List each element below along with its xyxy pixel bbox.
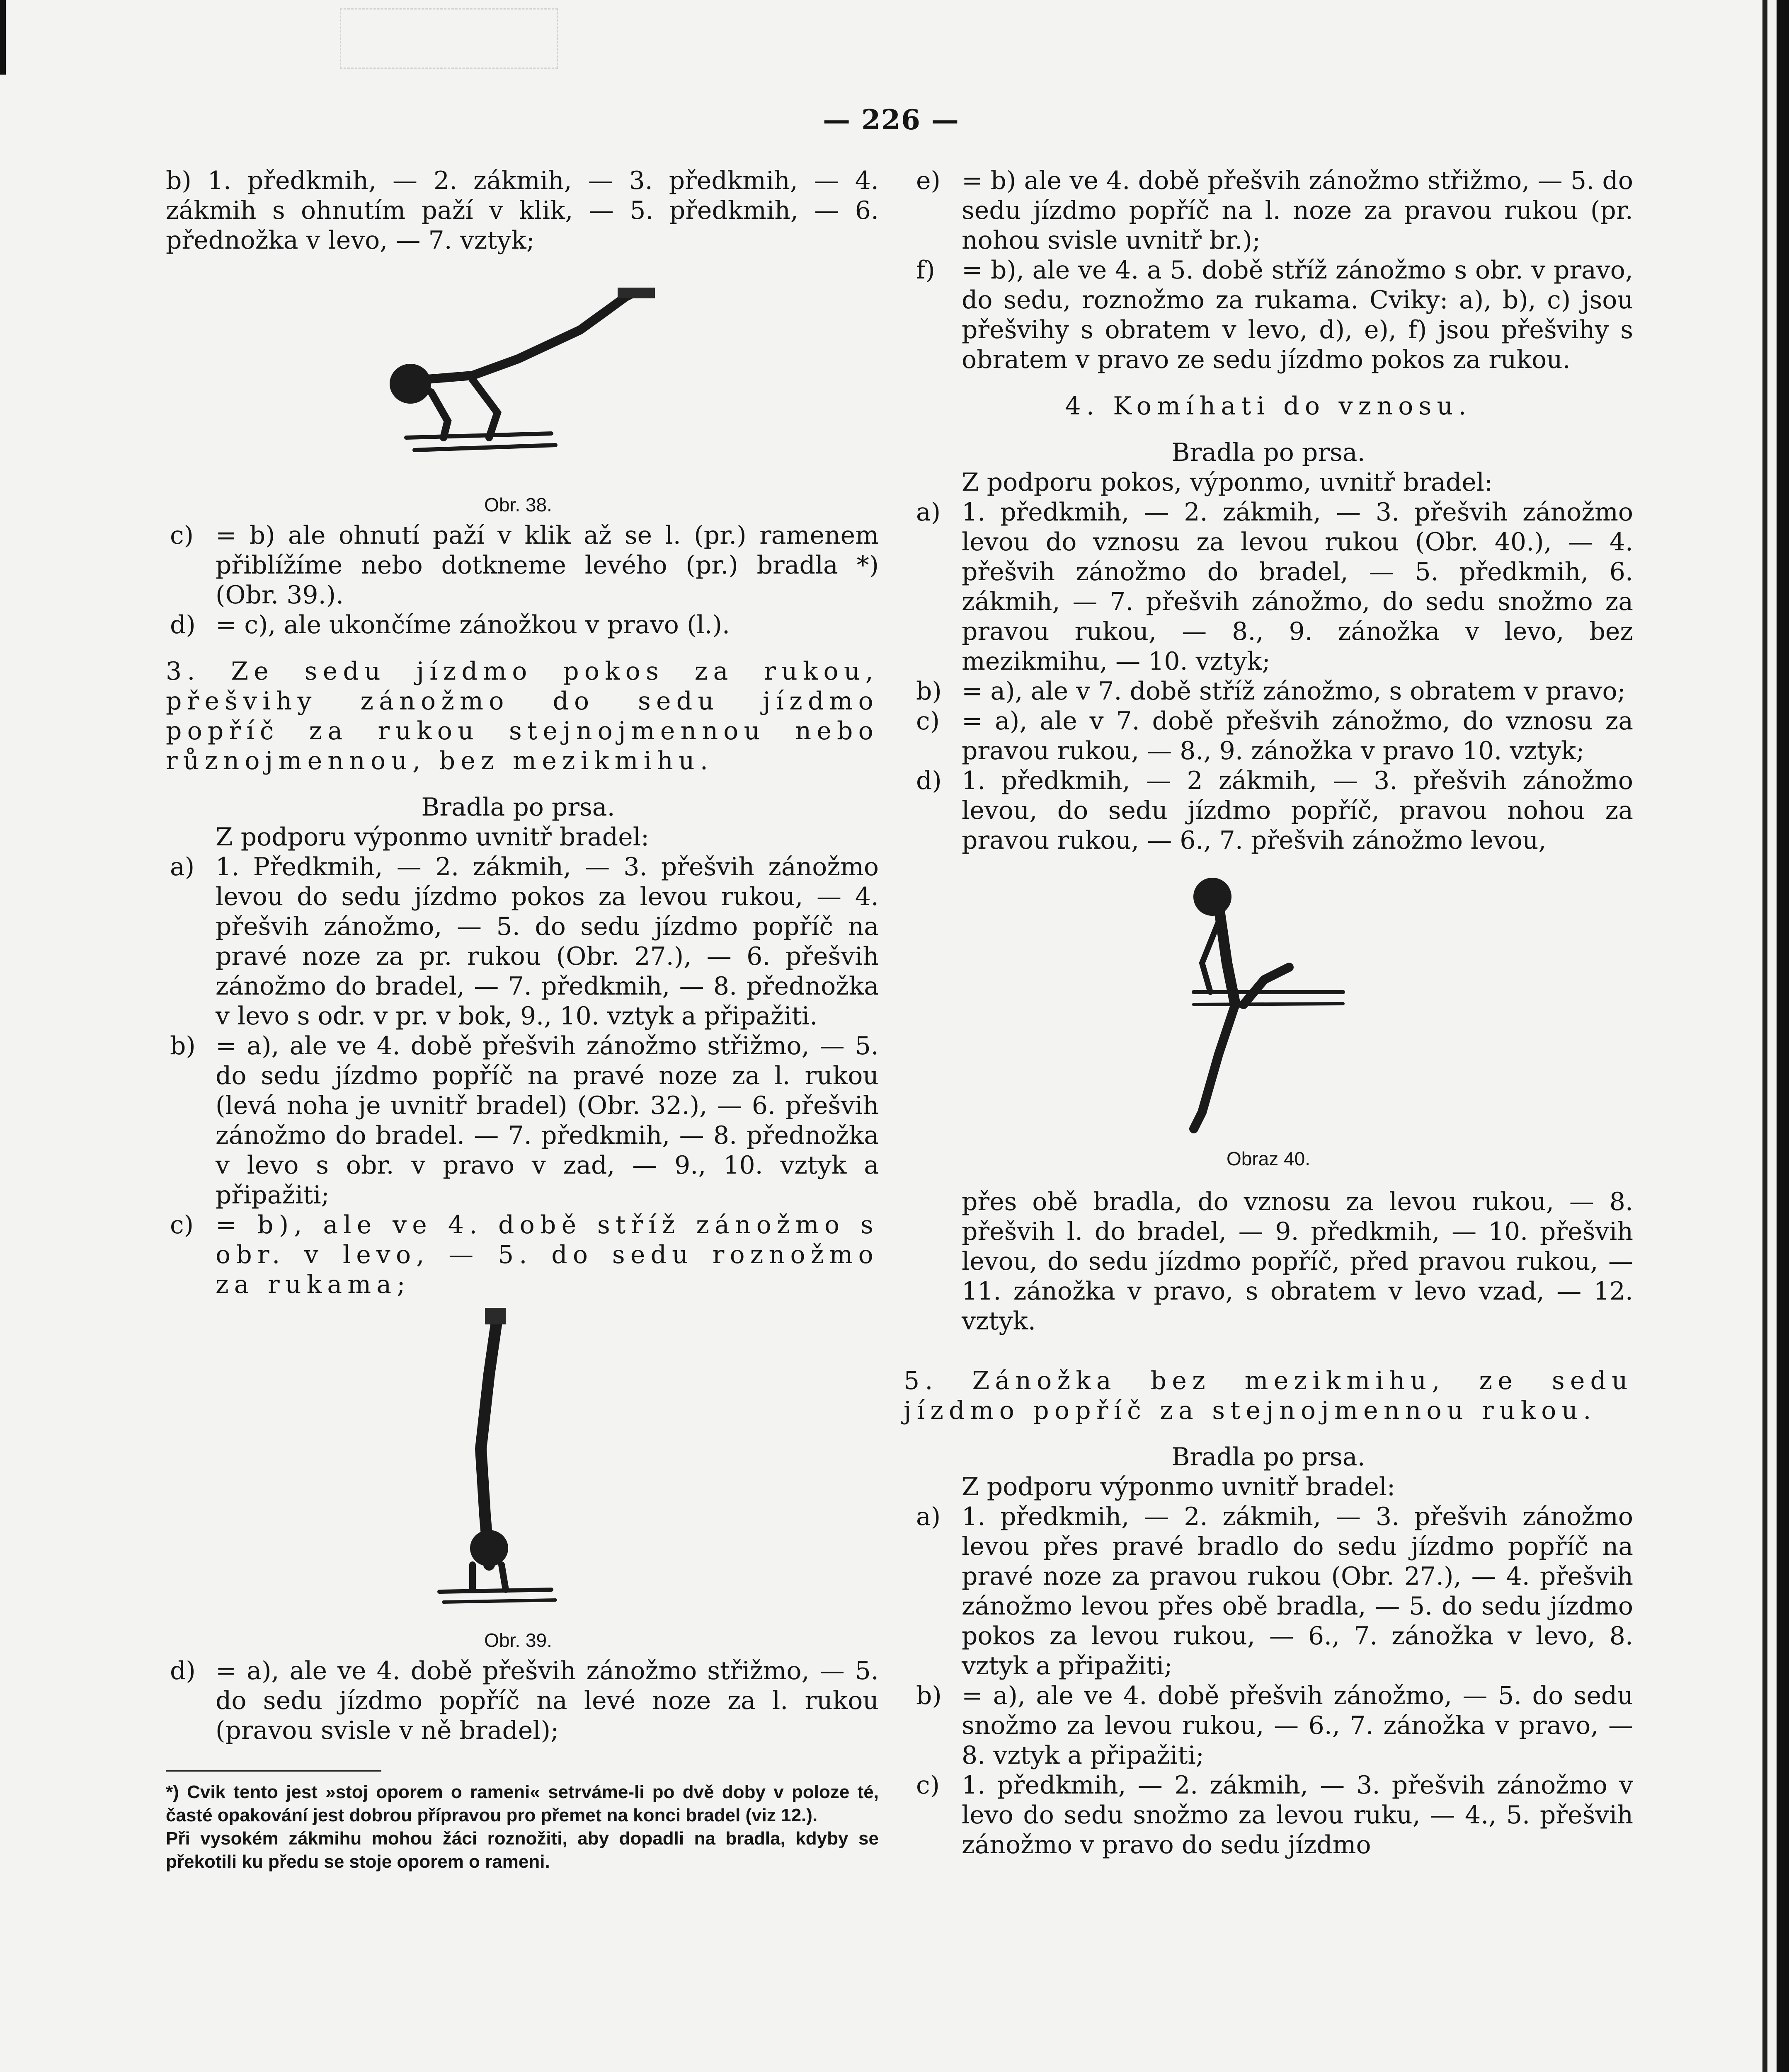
figure-38-caption: Obr. 38.: [484, 494, 552, 516]
section-3-start-position: Z podporu výponmo uvnitř bradel:: [216, 823, 650, 852]
exercise-b-intro: b) 1. předkmih, — 2. zákmih, — 3. předkmih, — 4. zákmih s ohnutím paží v klik, — 5. předkmih, — 6. přednožka v levo, — 7. vztyk;: [166, 166, 879, 255]
section-5-start-position: Z podporu výponmo uvnitř bradel:: [962, 1472, 1396, 1501]
label-b: b): [170, 1031, 196, 1060]
section-4-start-position: Z podporu pokos, výponmo, uvnitř bradel:: [962, 468, 1493, 497]
footnote-rule: [166, 1770, 381, 1772]
left-column: [158, 166, 879, 1874]
label-d: d): [170, 610, 196, 639]
head-shape: [1193, 878, 1231, 916]
footnote-1: *) Cvik tento jest »stoj oporem o rameni« setrváme-li po dvě doby v poloze té, časté opakování jest dobrou přípravou pro přemet na konci bradel (viz 12.).: [166, 1782, 879, 1825]
label-f: f): [916, 256, 935, 285]
figure-40-illustration: [904, 855, 1633, 1145]
section-4-apparatus: Bradla po prsa.: [1171, 438, 1365, 467]
head-shape: [390, 364, 431, 404]
exercise-e: e) = b) ale ve 4. době přešvih zánožmo střižmo, — 5. do sedu jízdmo popříč na l. noze za pravou rukou (pr. nohou svisle uvnitř br.);: [916, 166, 1633, 255]
label-c: c): [916, 707, 940, 736]
exercise-a-5: a) 1. předkmih, — 2. zákmih, — 3. přešvih zánožmo levou přes pravé bradlo do sedu jízdmo popříč na pravé noze za pravou rukou (Obr. 27.), — 4. přešvih zánožmo levou přes obě bradla, — 5. do sedu jízdmo pokos za levou rukou, — 6., 7. zánožka v levo, 8. vztyk a připažiti;: [916, 1502, 1633, 1680]
exercise-a-4: a) 1. předkmih, — 2. zákmih, — 3. přešvih zánožmo levou do vznosu za levou rukou (Obr. 40.), — 4. přešvih zánožmo do bradel, — 5. předkmih, 6. zákmih, — 7. přešvih zánožmo, do sedu snožmo za pravou rukou, — 8., 9. zánožka v levo, bez mezikmihu, — 10. vztyk;: [916, 498, 1633, 676]
exercise-f: f) = b), ale ve 4. a 5. době stříž zánožmo s obr. v pravo, do sedu, roznožmo za rukama. Cviky: a), b), c) jsou přešvihy s obratem v levo, d), e), f) jsou přešvihy s obratem v pravo ze sedu jízdmo pokos za rukou.: [916, 256, 1633, 374]
figure-39-caption: Obr. 39.: [484, 1629, 552, 1651]
exercise-d-4: d) 1. předkmih, — 2 zákmih, — 3. přešvih zánožmo levou, do sedu jízdmo popříč, pravou nohou za pravou rukou, — 6., 7. přešvih zánožmo levou,: [916, 766, 1633, 855]
label-c: c): [170, 521, 194, 550]
footnote-2: Při vysokém zákmihu mohou žáci roznožiti, aby dopadli na bradla, kdyby se překotili ku předu se stoje oporem o rameni.: [166, 1828, 879, 1872]
figure-40: [904, 855, 1633, 1187]
page-number: — 226 —: [823, 104, 960, 136]
exercise-c-5: c) 1. předkmih, — 2. zákmih, — 3. přešvih zánožmo v levo do sedu snožmo za levou ruku, — 4., 5. přešvih zánožmo v pravo do sedu jízdmo: [916, 1771, 1633, 1859]
section-3-heading: 3. Ze sedu jízdmo pokos za rukou, přešvihy zánožmo do sedu jízdmo popříč za rukou stejnojmennou nebo různojmennou, bez mezikmihu.: [166, 657, 879, 775]
section-5-apparatus: Bradla po prsa.: [1171, 1443, 1365, 1472]
figure-40-caption: Obraz 40.: [1227, 1148, 1310, 1169]
exercise-c-4: c) = a), ale v 7. době přešvih zánožmo, do vznosu za pravou rukou, — 8., 9. zánožka v pravo 10. vztyk;: [916, 707, 1633, 765]
figure-38: [158, 255, 879, 520]
bar-line: [406, 433, 551, 438]
label-d: d): [916, 766, 942, 795]
label-a: a): [170, 852, 195, 881]
head-shape: [470, 1530, 508, 1566]
label-c: c): [916, 1771, 940, 1800]
label-c: c): [170, 1210, 194, 1239]
exercise-c-2: c) = b), ale ve 4. době stříž zánožmo s obr. v levo, — 5. do sedu roznožmo za rukama;: [170, 1210, 879, 1299]
exercise-c-1: c) = b) ale ohnutí paží v klik až se l. (pr.) ramenem přiblížíme nebo dotkneme levého (pr.) bradla *) (Obr. 39.).: [170, 521, 879, 610]
exercise-b-5: b) = a), ale ve 4. době přešvih zánožmo, — 5. do sedu snožmo za levou rukou, — 6., 7. zánožka v pravo, — 8. vztyk a připažiti;: [916, 1681, 1633, 1770]
scan-edge-right: [1777, 0, 1789, 2072]
label-b: b): [916, 677, 942, 706]
label-b: b): [916, 1681, 942, 1710]
exercise-a-2: a) 1. Předkmih, — 2. zákmih, — 3. přešvih zánožmo levou do sedu jízdmo pokos za levou rukou, — 4. přešvih zánožmo, — 5. do sedu jízdmo popříč na pravé noze za pr. rukou (Obr. 27.), — 6. přešvih zánožmo do bradel, — 7. předkmih, — 8. přednožka v levo s odr. v pr. v bok, 9., 10. vztyk a připažiti.: [170, 852, 879, 1031]
right-column: [904, 166, 1633, 1860]
scan-edge-left: [0, 0, 6, 75]
exercise-d-4-continued: přes obě bradla, do vznosu za levou rukou, — 8. přešvih l. do bradel, — 9. předkmih, — 10. přešvih levou, do sedu jízdmo popříč, před pravou rukou, — 11. zánožka v pravo, s obratem v levo vzad, — 12. vztyk.: [962, 1187, 1633, 1336]
label-a: a): [916, 1502, 941, 1531]
label-e: e): [916, 166, 941, 195]
scan-edge-inner: [1762, 0, 1767, 2072]
figure-39: [158, 1300, 879, 1656]
exercise-d-1: d) = c), ale ukončíme zánožkou v pravo (l.).: [170, 610, 730, 639]
exercise-b-2: b) = a), ale ve 4. době přešvih zánožmo střižmo, — 5. do sedu jízdmo popříč na pravé noze za l. rukou (levá noha je uvnitř bradel) (Obr. 32.), — 6. přešvih zánožmo do bradel. — 7. předkmih, — 8. přednožka v levo s obr. v pravo v zad, — 9., 10. vztyk a připažiti;: [170, 1031, 879, 1210]
section-5-heading: 5. Zánožka bez mezikmihu, ze sedu jízdmo popříč za stejnojmennou rukou.: [904, 1366, 1633, 1425]
section-4-heading: 4. Komíhati do vznosu.: [1065, 392, 1472, 421]
exercise-d-2: d) = a), ale ve 4. době přešvih zánožmo střižmo, — 5. do sedu jízdmo popříč na levé noze za l. rukou (pravou svisle v ně bradel);: [170, 1656, 879, 1745]
figure-39-illustration: [158, 1300, 879, 1615]
figure-38-illustration: [158, 255, 879, 487]
label-a: a): [916, 498, 941, 527]
section-3-apparatus: Bradla po prsa.: [421, 793, 615, 822]
library-stamp-faint: [340, 8, 558, 69]
label-d: d): [170, 1656, 196, 1685]
exercise-b-4: b) = a), ale v 7. době stříž zánožmo, s obratem v pravo;: [916, 677, 1626, 706]
